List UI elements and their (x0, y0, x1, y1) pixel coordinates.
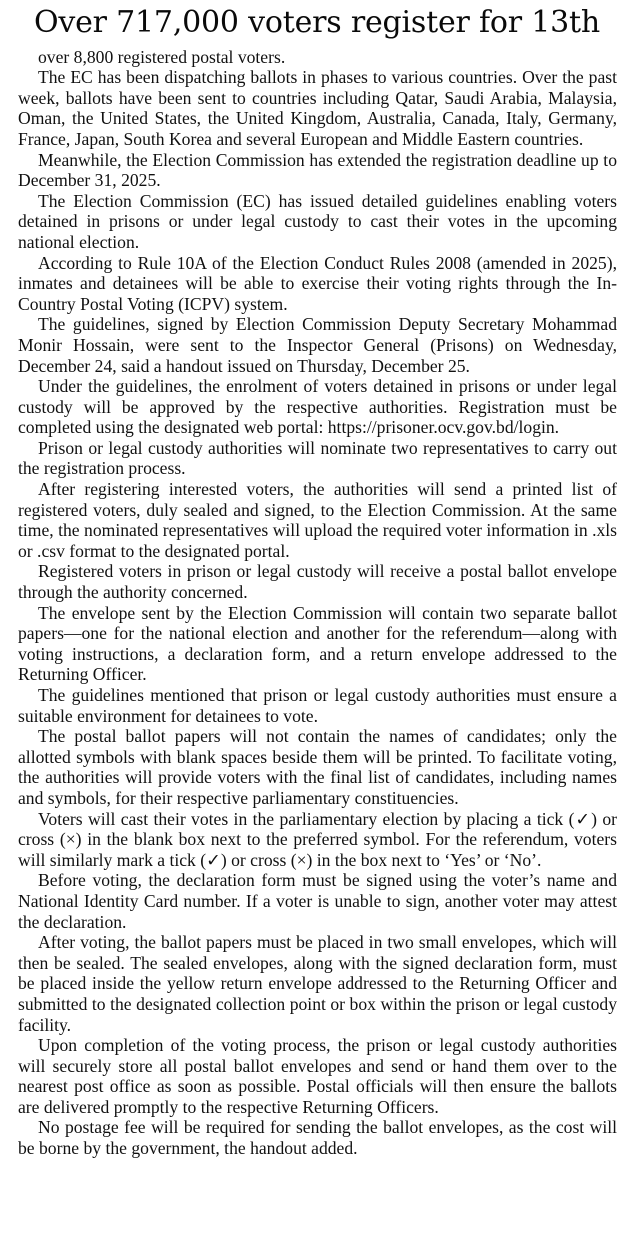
article-headline: Over 717,000 voters register for 13th (33, 5, 601, 40)
article-paragraph: Voters will cast their votes in the parliamentary election by placing a tick (✓) or cross (×) in the blank box next to the preferred symbol. For the referendum, voters will similarly mark a tick (✓) or cross (×) in the box next to ‘Yes’ or ‘No’. (18, 808, 617, 870)
article-paragraph: Registered voters in prison or legal custody will receive a postal ballot envelope through the authority concerned. (18, 561, 617, 603)
article-body (0, 47, 634, 1159)
article-paragraph: Under the guidelines, the enrolment of voters detained in prisons or under legal custody will be approved by the respective authorities. Registration must be completed using the designated web portal: https://prisoner.ocv.gov.bd/login. (18, 376, 617, 438)
article-paragraph: The guidelines mentioned that prison or legal custody authorities must ensure a suitable environment for detainees to vote. (18, 685, 617, 726)
article-paragraph: After registering interested voters, the authorities will send a printed list of registered voters, duly sealed and signed, to the Election Commission. At the same time, the nominated representatives will upload the required voter information in .xls or .csv format to the designated portal. (18, 479, 617, 561)
article-paragraph: No postage fee will be required for sending the ballot envelopes, as the cost will be borne by the government, the handout added. (18, 1117, 617, 1159)
article-paragraph: After voting, the ballot papers must be placed in two small envelopes, which will then be sealed. The sealed envelopes, along with the signed declaration form, must be placed inside the yellow return envelope addressed to the Returning Officer and submitted to the designated collection point or box within the prison or legal custody facility. (18, 932, 617, 1035)
article-paragraph: The envelope sent by the Election Commission will contain two separate ballot papers—one for the national election and another for the referendum—along with voting instructions, a declaration form, and a return envelope addressed to the Returning Officer. (18, 602, 617, 685)
article-paragraph: Before voting, the declaration form must be signed using the voter’s name and National Identity Card number. If a voter is unable to sign, another voter may attest the declaration. (18, 870, 617, 932)
article-paragraph: over 8,800 registered postal voters. (38, 46, 286, 67)
article-paragraph: Prison or legal custody authorities will nominate two representatives to carry out the registration process. (18, 437, 617, 479)
article-paragraph: The Election Commission (EC) has issued detailed guidelines enabling voters detained in prisons or under legal custody to cast their votes in the upcoming national election. (18, 190, 617, 252)
article-paragraph: Upon completion of the voting process, the prison or legal custody authorities will securely store all postal ballot envelopes and send or hand them over to the nearest post office as soon as possible. Postal officials will then ensure the ballots are delivered promptly to the respective Returning Officers. (18, 1035, 617, 1117)
article-paragraph: The guidelines, signed by Election Commission Deputy Secretary Mohammad Monir Hossain, were sent to the Inspector General (Prisons) on Wednesday, December 24, said a handout issued on Thursday, December 25. (18, 314, 617, 376)
article-paragraph: The postal ballot papers will not contain the names of candidates; only the allotted symbols with blank spaces beside them will be printed. To facilitate voting, the authorities will provide voters with the final list of candidates, including names and symbols, for their respective parliamentary constituencies. (18, 726, 617, 808)
article-paragraph: Meanwhile, the Election Commission has extended the registration deadline up to December 31, 2025. (18, 149, 617, 191)
article-paragraph: According to Rule 10A of the Election Conduct Rules 2008 (amended in 2025), inmates and detainees will be able to exercise their voting rights through the In-Country Postal Voting (ICPV) system. (18, 252, 617, 314)
article-paragraph: The EC has been dispatching ballots in phases to various countries. Over the past week, ballots have been sent to countries including Qatar, Saudi Arabia, Malaysia, Oman, the United States, the United Kingdom, Australia, Canada, Italy, Germany, France, Japan, South Korea and several European and Middle Eastern countries. (18, 67, 617, 149)
